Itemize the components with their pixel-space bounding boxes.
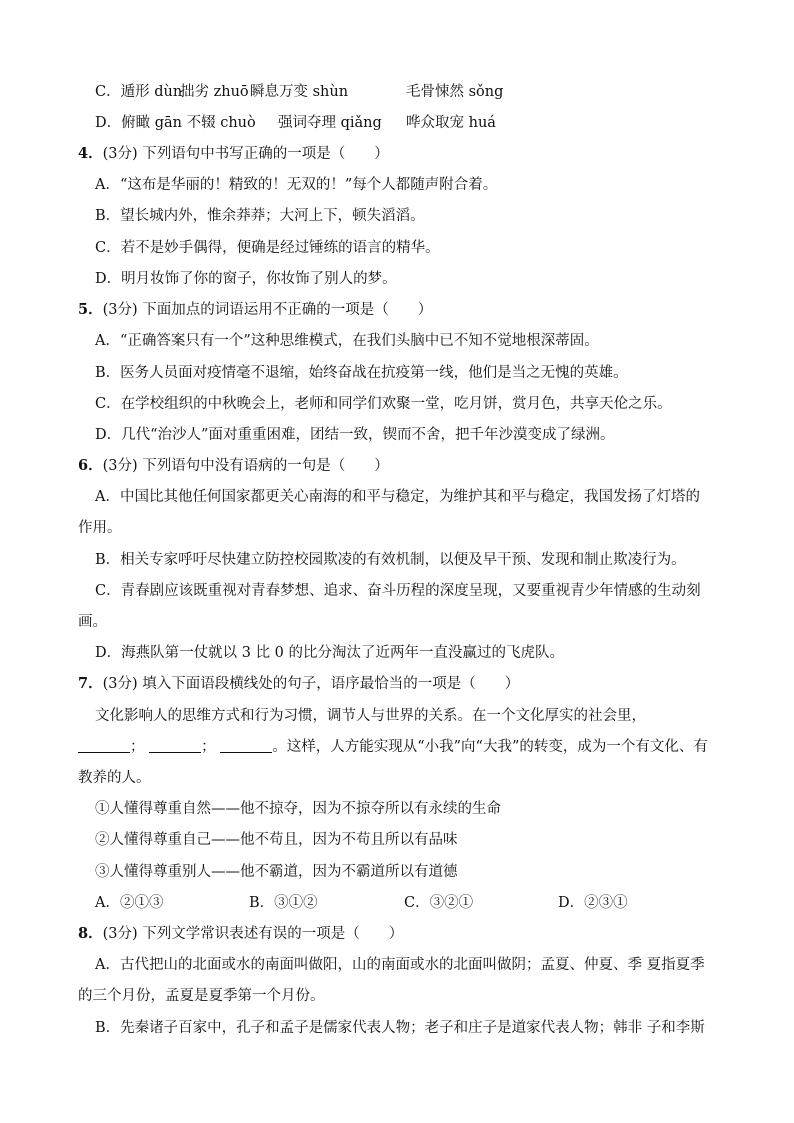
question-score: (3分) bbox=[102, 146, 138, 162]
q7-sentence-3: ③人懂得尊重别人——他不霸道，因为不霸道所以有道德 bbox=[95, 864, 458, 880]
q8-option-a-cont: 的三个月份，孟夏是夏季第一个月份。 bbox=[78, 988, 325, 1004]
question-8-stem bbox=[78, 924, 403, 944]
q4-option-c: C．若不是妙手偶得，便确是经过锤练的语言的精华。 bbox=[95, 240, 440, 256]
question-number: 7． bbox=[78, 675, 103, 692]
question-text: 下列文学常识表述有误的一项是（ ） bbox=[142, 926, 404, 942]
q3-option-d bbox=[95, 113, 496, 133]
q3-option-c bbox=[95, 82, 504, 102]
q6-option-d: D．海燕队第一仗就以 3 比 0 的比分淘汰了近两年一直没赢过的飞虎队。 bbox=[95, 645, 565, 661]
question-4-stem bbox=[78, 144, 389, 164]
q4-option-b: B．望长城内外，惟余莽莽；大河上下，顿失滔滔。 bbox=[95, 208, 425, 224]
question-text: 填入下面语段横线处的句子，语序最恰当的一项是（ ） bbox=[142, 676, 520, 692]
question-6-stem bbox=[78, 456, 389, 476]
question-score: (3分) bbox=[102, 926, 138, 942]
q6-option-c-cont: 画。 bbox=[78, 614, 107, 630]
q7-sentence-2: ②人懂得尊重自己——他不苟且，因为不苟且所以有品味 bbox=[95, 832, 458, 848]
option-text: 强词夺理 qiǎng bbox=[278, 115, 382, 131]
question-score: (3分) bbox=[102, 458, 138, 474]
q5-option-b: B．医务人员面对疫情毫不退缩，始终奋战在抗疫第一线，他们是当之无愧的英雄。 bbox=[95, 365, 628, 381]
fill-blank bbox=[149, 738, 201, 753]
fill-blank bbox=[220, 738, 272, 753]
q5-option-a: A．“正确答案只有一个”这种思维模式，在我们头脑中已不知不觉地根深蒂固。 bbox=[95, 333, 599, 349]
question-text: 下列语句中书写正确的一项是（ ） bbox=[142, 146, 389, 162]
option-b: B．③①② bbox=[249, 895, 318, 911]
question-number: 5． bbox=[78, 301, 103, 318]
question-score: (3分) bbox=[102, 676, 138, 692]
question-7-stem bbox=[78, 674, 519, 694]
q6-option-a: A．中国比其他任何国家都更关心南海的和平与稳定，为维护其和平与稳定，我国发扬了灯塔的 bbox=[95, 489, 700, 505]
option-d: D．②③① bbox=[558, 895, 628, 911]
passage-text: 。这样，人方能实现从“小我”向“大我”的转变，成为一个有文化、有 bbox=[272, 739, 708, 755]
q5-option-c: C．在学校组织的中秋晚会上，老师和同学们欢聚一堂，吃月饼，赏月色，共享天伦之乐。 bbox=[95, 396, 672, 412]
option-a: A．②①③ bbox=[95, 895, 164, 911]
option-text: 哗众取宠 huá bbox=[406, 115, 496, 131]
question-number: 4． bbox=[78, 145, 103, 162]
fill-blank bbox=[78, 738, 130, 753]
separator: ； bbox=[201, 739, 216, 755]
question-5-stem bbox=[78, 300, 432, 320]
q6-option-b: B．相关专家呼吁尽快建立防控校园欺凌的有效机制，以便及早干预、发现和制止欺凌行为。 bbox=[95, 552, 686, 568]
question-number: 6． bbox=[78, 457, 103, 474]
q8-option-b: B．先秦诸子百家中，孔子和孟子是儒家代表人物；老子和庄子是道家代表人物；韩非 子和李斯 bbox=[95, 1020, 705, 1036]
q4-option-d: D．明月妆饰了你的窗子，你妆饰了别人的梦。 bbox=[95, 271, 397, 287]
option-text: C．遁形 dùn bbox=[95, 84, 183, 100]
q7-passage: 文化影响人的思维方式和行为习惯，调节人与世界的关系。在一个文化厚实的社会里， bbox=[95, 708, 646, 724]
option-c: C．③②① bbox=[404, 895, 474, 911]
q5-option-d: D．几代“治沙人”面对重重困难，团结一致，锲而不舍，把千年沙漠变成了绿洲。 bbox=[95, 427, 615, 443]
q4-option-a: A．“这布是华丽的！精致的！无双的！”每个人都随声附合着。 bbox=[95, 177, 498, 193]
question-score: (3分) bbox=[102, 302, 138, 318]
question-text: 下面加点的词语运用不正确的一项是（ ） bbox=[142, 302, 433, 318]
q7-sentence-1: ①人懂得尊重自然——他不掠夺，因为不掠夺所以有永续的生命 bbox=[95, 801, 501, 817]
option-text: 毛骨悚然 sǒng bbox=[406, 84, 504, 100]
q7-passage-cont: 教养的人。 bbox=[78, 770, 151, 786]
q6-option-a-cont: 作用。 bbox=[78, 520, 122, 536]
option-text: 拙劣 zhuō bbox=[180, 84, 249, 100]
option-text: 瞬息万变 shùn bbox=[250, 84, 349, 100]
separator: ； bbox=[130, 739, 145, 755]
option-text: D．俯瞰 gān 不辍 chuò bbox=[95, 115, 256, 131]
q6-option-c: C．青春剧应该既重视对青春梦想、追求、奋斗历程的深度呈现，又要重视青少年情感的生动刻 bbox=[95, 583, 701, 599]
question-text: 下列语句中没有语病的一句是（ ） bbox=[142, 458, 389, 474]
q7-passage-blanks bbox=[78, 737, 708, 757]
question-number: 8． bbox=[78, 925, 103, 942]
q8-option-a: A．古代把山的北面或水的南面叫做阳，山的南面或水的北面叫做阴；孟夏、仲夏、季 夏指夏季 bbox=[95, 957, 705, 973]
